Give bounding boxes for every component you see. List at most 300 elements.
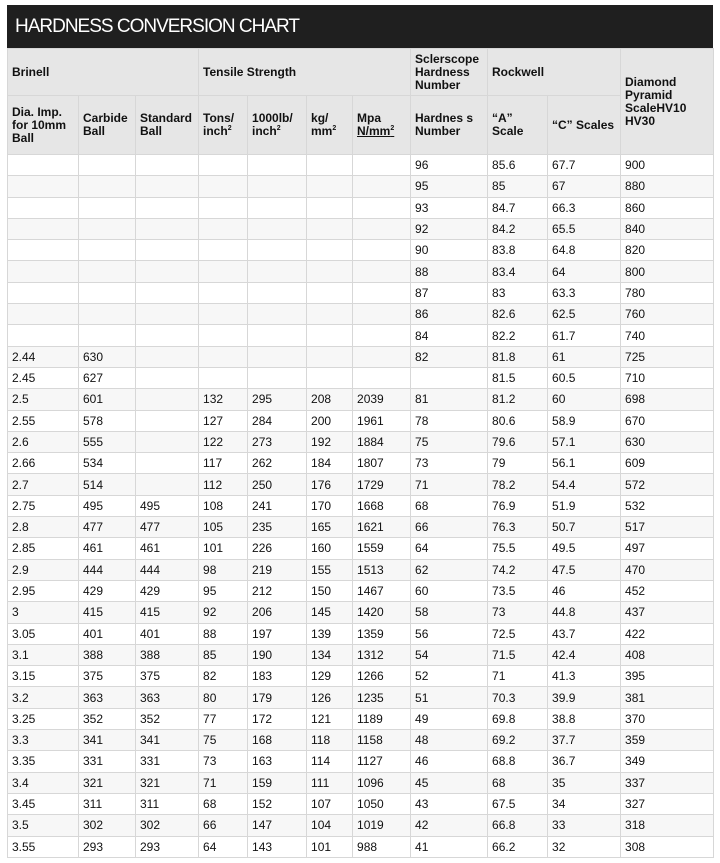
table-cell: 401 <box>136 623 199 644</box>
table-cell: 212 <box>248 580 307 601</box>
table-cell: 3.35 <box>8 751 79 772</box>
table-cell: 72.5 <box>488 623 548 644</box>
table-cell: 461 <box>79 538 136 559</box>
col-kg-mm: kg/ $mm^2$ <box>307 96 353 155</box>
table-cell: 3.1 <box>8 644 79 665</box>
table-cell: 495 <box>136 495 199 516</box>
table-cell <box>307 325 353 346</box>
table-cell <box>248 261 307 282</box>
table-cell: 90 <box>411 240 488 261</box>
table-cell: 630 <box>79 346 136 367</box>
table-cell: 147 <box>248 815 307 836</box>
table-cell: 208 <box>307 389 353 410</box>
table-cell: 58 <box>411 602 488 623</box>
table-cell: 84.7 <box>488 197 548 218</box>
table-cell: 34 <box>548 793 621 814</box>
table-cell: 42 <box>411 815 488 836</box>
table-cell: 107 <box>307 793 353 814</box>
table-cell: 41.3 <box>548 666 621 687</box>
table-cell: 112 <box>199 474 248 495</box>
chart-title: HARDNESS CONVERSION CHART <box>7 5 713 48</box>
table-cell <box>8 197 79 218</box>
table-cell <box>353 325 411 346</box>
table-cell: 68 <box>411 495 488 516</box>
table-cell: 139 <box>307 623 353 644</box>
col-tons-inch: Tons/ inch$^2$ <box>199 96 248 155</box>
table-cell: 163 <box>248 751 307 772</box>
table-cell: 2.9 <box>8 559 79 580</box>
table-cell: 900 <box>621 155 714 176</box>
table-cell: 104 <box>307 815 353 836</box>
table-cell: 698 <box>621 389 714 410</box>
table-cell: 517 <box>621 517 714 538</box>
table-cell <box>307 282 353 303</box>
table-cell: 395 <box>621 666 714 687</box>
table-cell: 235 <box>248 517 307 538</box>
table-cell <box>248 176 307 197</box>
table-cell <box>353 197 411 218</box>
table-cell: 56 <box>411 623 488 644</box>
table-cell: 295 <box>248 389 307 410</box>
table-cell <box>136 261 199 282</box>
table-cell: 3.4 <box>8 772 79 793</box>
table-row <box>8 687 714 708</box>
table-cell: 33 <box>548 815 621 836</box>
table-cell: 349 <box>621 751 714 772</box>
table-cell: 62 <box>411 559 488 580</box>
table-cell: 630 <box>621 431 714 452</box>
table-cell: 75.5 <box>488 538 548 559</box>
table-cell: 725 <box>621 346 714 367</box>
table-cell: 670 <box>621 410 714 431</box>
table-cell: 165 <box>307 517 353 538</box>
table-cell: 172 <box>248 708 307 729</box>
table-cell: 126 <box>307 687 353 708</box>
table-cell: 41 <box>411 836 488 857</box>
table-cell: 84.2 <box>488 218 548 239</box>
table-cell: 3.3 <box>8 730 79 751</box>
table-cell: 1884 <box>353 431 411 452</box>
table-cell: 67.5 <box>488 793 548 814</box>
table-cell: 152 <box>248 793 307 814</box>
table-row <box>8 176 714 197</box>
table-cell <box>199 325 248 346</box>
table-cell: 145 <box>307 602 353 623</box>
table-cell <box>136 304 199 325</box>
table-cell <box>79 176 136 197</box>
table-cell: 2.95 <box>8 580 79 601</box>
col-standard-ball: Standard Ball <box>136 96 199 155</box>
col-1000lb-inch: 1000lb/ inch$^2$ <box>248 96 307 155</box>
table-cell <box>8 155 79 176</box>
table-cell: 184 <box>307 453 353 474</box>
table-cell <box>199 367 248 388</box>
table-cell: 495 <box>79 495 136 516</box>
table-cell <box>136 155 199 176</box>
table-cell: 2.55 <box>8 410 79 431</box>
table-cell <box>353 218 411 239</box>
table-cell: 114 <box>307 751 353 772</box>
table-cell: 2.44 <box>8 346 79 367</box>
table-cell: 1559 <box>353 538 411 559</box>
table-cell: 48 <box>411 730 488 751</box>
table-cell: 83 <box>488 282 548 303</box>
table-cell: 84 <box>411 325 488 346</box>
table-cell: 415 <box>136 602 199 623</box>
table-cell <box>79 197 136 218</box>
table-cell <box>307 176 353 197</box>
table-cell: 2.45 <box>8 367 79 388</box>
table-cell <box>8 176 79 197</box>
table-cell: 61 <box>548 346 621 367</box>
table-cell <box>79 240 136 261</box>
table-cell: 293 <box>79 836 136 857</box>
table-cell: 408 <box>621 644 714 665</box>
table-row <box>8 261 714 282</box>
table-cell: 860 <box>621 197 714 218</box>
table-cell: 1807 <box>353 453 411 474</box>
table-cell <box>199 282 248 303</box>
table-cell <box>8 282 79 303</box>
table-cell <box>353 346 411 367</box>
table-cell: 3.25 <box>8 708 79 729</box>
table-row <box>8 517 714 538</box>
table-cell: 132 <box>199 389 248 410</box>
table-cell: 32 <box>548 836 621 857</box>
table-cell: 388 <box>136 644 199 665</box>
table-cell: 73 <box>411 453 488 474</box>
table-cell <box>199 304 248 325</box>
table-cell: 1621 <box>353 517 411 538</box>
table-cell <box>248 218 307 239</box>
table-cell: 143 <box>248 836 307 857</box>
table-cell: 88 <box>199 623 248 644</box>
table-cell: 1729 <box>353 474 411 495</box>
table-cell: 49 <box>411 708 488 729</box>
table-cell: 67.7 <box>548 155 621 176</box>
table-cell: 429 <box>136 580 199 601</box>
table-cell: 86 <box>411 304 488 325</box>
table-cell: 318 <box>621 815 714 836</box>
table-cell: 77 <box>199 708 248 729</box>
table-cell: 3.5 <box>8 815 79 836</box>
table-cell: 74.2 <box>488 559 548 580</box>
table-row <box>8 197 714 218</box>
table-cell: 80 <box>199 687 248 708</box>
table-cell: 241 <box>248 495 307 516</box>
table-cell: 363 <box>79 687 136 708</box>
table-cell: 437 <box>621 602 714 623</box>
table-cell: 66 <box>411 517 488 538</box>
table-cell: 477 <box>136 517 199 538</box>
col-dia-imp: Dia. Imp. for 10mm Ball <box>8 96 79 155</box>
table-cell <box>307 304 353 325</box>
table-cell <box>136 431 199 452</box>
table-cell <box>353 176 411 197</box>
table-cell: 880 <box>621 176 714 197</box>
col-hardness-number: Hardnes s Number <box>411 96 488 155</box>
table-cell: 3.2 <box>8 687 79 708</box>
table-cell <box>411 367 488 388</box>
table-cell <box>199 155 248 176</box>
group-rockwell: Rockwell <box>488 49 621 96</box>
table-cell: 381 <box>621 687 714 708</box>
group-tensile-strength: Tensile Strength <box>199 49 411 96</box>
table-cell: 42.4 <box>548 644 621 665</box>
table-row <box>8 346 714 367</box>
table-cell <box>199 346 248 367</box>
table-cell <box>79 261 136 282</box>
table-cell: 35 <box>548 772 621 793</box>
table-cell: 70.3 <box>488 687 548 708</box>
table-cell <box>248 197 307 218</box>
table-cell: 375 <box>79 666 136 687</box>
table-cell: 444 <box>136 559 199 580</box>
table-cell: 73 <box>488 602 548 623</box>
table-cell: 311 <box>136 793 199 814</box>
table-cell: 38.8 <box>548 708 621 729</box>
table-row <box>8 410 714 431</box>
table-cell: 627 <box>79 367 136 388</box>
table-row <box>8 730 714 751</box>
table-cell: 83.4 <box>488 261 548 282</box>
table-cell: 69.8 <box>488 708 548 729</box>
table-cell: 60 <box>411 580 488 601</box>
table-cell: 36.7 <box>548 751 621 772</box>
table-cell: 80.6 <box>488 410 548 431</box>
table-cell: 111 <box>307 772 353 793</box>
table-cell: 401 <box>79 623 136 644</box>
table-row <box>8 453 714 474</box>
table-body <box>8 155 714 858</box>
table-cell: 155 <box>307 559 353 580</box>
table-cell: 76.9 <box>488 495 548 516</box>
table-cell <box>136 218 199 239</box>
table-cell: 101 <box>307 836 353 857</box>
table-cell: 98 <box>199 559 248 580</box>
col-c-scale: “C” Scales <box>548 96 621 155</box>
table-row <box>8 815 714 836</box>
table-cell: 341 <box>79 730 136 751</box>
table-cell: 760 <box>621 304 714 325</box>
table-cell: 3.55 <box>8 836 79 857</box>
table-cell: 477 <box>79 517 136 538</box>
table-row <box>8 793 714 814</box>
table-cell: 44.8 <box>548 602 621 623</box>
table-cell <box>353 240 411 261</box>
table-cell <box>353 282 411 303</box>
table-cell: 1189 <box>353 708 411 729</box>
table-cell: 293 <box>136 836 199 857</box>
table-row <box>8 751 714 772</box>
table-row <box>8 431 714 452</box>
table-cell: 150 <box>307 580 353 601</box>
table-cell: 95 <box>411 176 488 197</box>
table-cell: 82.6 <box>488 304 548 325</box>
table-cell: 1127 <box>353 751 411 772</box>
table-cell <box>199 261 248 282</box>
table-cell: 370 <box>621 708 714 729</box>
table-cell: 49.5 <box>548 538 621 559</box>
table-cell: 1961 <box>353 410 411 431</box>
table-cell <box>248 325 307 346</box>
table-cell: 67 <box>548 176 621 197</box>
col-carbide-ball: Carbide Ball <box>79 96 136 155</box>
table-cell: 415 <box>79 602 136 623</box>
table-cell: 321 <box>79 772 136 793</box>
table-cell <box>136 389 199 410</box>
table-cell <box>8 218 79 239</box>
table-cell: 341 <box>136 730 199 751</box>
table-cell: 2.8 <box>8 517 79 538</box>
table-cell: 273 <box>248 431 307 452</box>
table-cell: 1359 <box>353 623 411 644</box>
table-cell: 2.85 <box>8 538 79 559</box>
table-cell: 68 <box>488 772 548 793</box>
table-cell: 284 <box>248 410 307 431</box>
table-cell: 1312 <box>353 644 411 665</box>
table-cell: 327 <box>621 793 714 814</box>
table-cell <box>307 218 353 239</box>
table-cell: 37.7 <box>548 730 621 751</box>
table-row <box>8 538 714 559</box>
table-cell <box>136 176 199 197</box>
table-cell <box>8 240 79 261</box>
table-cell: 57.1 <box>548 431 621 452</box>
table-cell: 219 <box>248 559 307 580</box>
group-diamond-pyramid: Diamond Pyramid ScaleHV10 HV30 <box>621 49 714 155</box>
table-cell: 532 <box>621 495 714 516</box>
table-cell: 68 <box>199 793 248 814</box>
table-cell: 46 <box>411 751 488 772</box>
table-cell: 43 <box>411 793 488 814</box>
table-cell <box>248 155 307 176</box>
table-cell: 64.8 <box>548 240 621 261</box>
table-cell: 75 <box>199 730 248 751</box>
table-cell <box>136 282 199 303</box>
table-cell: 64 <box>199 836 248 857</box>
table-cell: 190 <box>248 644 307 665</box>
col-mpa: Mpa $N/mm^2$ <box>353 96 411 155</box>
table-cell <box>307 346 353 367</box>
table-cell: 43.7 <box>548 623 621 644</box>
table-cell: 3.15 <box>8 666 79 687</box>
table-cell: 105 <box>199 517 248 538</box>
col-a-scale: “A” Scale <box>488 96 548 155</box>
table-cell: 121 <box>307 708 353 729</box>
chart-container <box>7 5 713 858</box>
table-row <box>8 772 714 793</box>
table-cell: 160 <box>307 538 353 559</box>
table-cell: 262 <box>248 453 307 474</box>
table-cell <box>199 176 248 197</box>
table-cell: 118 <box>307 730 353 751</box>
table-cell: 51 <box>411 687 488 708</box>
table-cell: 71 <box>411 474 488 495</box>
group-scleroscope: Sclerscope Hardness Number <box>411 49 488 96</box>
table-cell: 63.3 <box>548 282 621 303</box>
table-cell: 710 <box>621 367 714 388</box>
table-cell <box>199 218 248 239</box>
table-cell: 45 <box>411 772 488 793</box>
table-cell: 69.2 <box>488 730 548 751</box>
table-cell: 108 <box>199 495 248 516</box>
table-cell <box>307 240 353 261</box>
table-cell: 206 <box>248 602 307 623</box>
table-cell: 93 <box>411 197 488 218</box>
table-cell <box>79 282 136 303</box>
table-cell: 1096 <box>353 772 411 793</box>
table-cell: 81.5 <box>488 367 548 388</box>
table-cell: 3.45 <box>8 793 79 814</box>
table-cell <box>136 346 199 367</box>
table-cell: 127 <box>199 410 248 431</box>
table-cell: 302 <box>79 815 136 836</box>
table-cell: 352 <box>79 708 136 729</box>
table-cell <box>136 197 199 218</box>
table-cell <box>136 410 199 431</box>
table-cell: 62.5 <box>548 304 621 325</box>
table-cell: 168 <box>248 730 307 751</box>
table-cell: 79 <box>488 453 548 474</box>
table-cell: 311 <box>79 793 136 814</box>
table-cell <box>79 304 136 325</box>
group-brinell: Brinell <box>8 49 199 96</box>
table-cell <box>248 367 307 388</box>
table-cell: 60 <box>548 389 621 410</box>
table-cell: 76.3 <box>488 517 548 538</box>
table-row <box>8 602 714 623</box>
table-cell: 308 <box>621 836 714 857</box>
table-cell: 840 <box>621 218 714 239</box>
table-row <box>8 708 714 729</box>
table-cell: 740 <box>621 325 714 346</box>
table-cell <box>79 218 136 239</box>
table-cell: 101 <box>199 538 248 559</box>
table-cell: 66.3 <box>548 197 621 218</box>
table-cell: 71 <box>199 772 248 793</box>
table-cell: 2.75 <box>8 495 79 516</box>
table-cell: 54.4 <box>548 474 621 495</box>
table-cell: 82 <box>411 346 488 367</box>
table-cell: 85 <box>199 644 248 665</box>
table-row <box>8 325 714 346</box>
table-cell: 2.5 <box>8 389 79 410</box>
table-row <box>8 155 714 176</box>
table-cell: 39.9 <box>548 687 621 708</box>
table-cell <box>136 474 199 495</box>
table-cell <box>136 325 199 346</box>
table-cell: 2.66 <box>8 453 79 474</box>
table-cell: 81.8 <box>488 346 548 367</box>
table-cell: 79.6 <box>488 431 548 452</box>
table-cell <box>79 325 136 346</box>
table-cell: 534 <box>79 453 136 474</box>
table-cell <box>8 261 79 282</box>
table-cell: 46 <box>548 580 621 601</box>
table-row <box>8 623 714 644</box>
table-cell: 122 <box>199 431 248 452</box>
table-cell <box>248 282 307 303</box>
table-cell: 170 <box>307 495 353 516</box>
table-cell <box>307 197 353 218</box>
table-cell: 85 <box>488 176 548 197</box>
table-row <box>8 367 714 388</box>
table-row <box>8 240 714 261</box>
table-cell: 51.9 <box>548 495 621 516</box>
table-cell <box>248 240 307 261</box>
table-cell: 65.5 <box>548 218 621 239</box>
